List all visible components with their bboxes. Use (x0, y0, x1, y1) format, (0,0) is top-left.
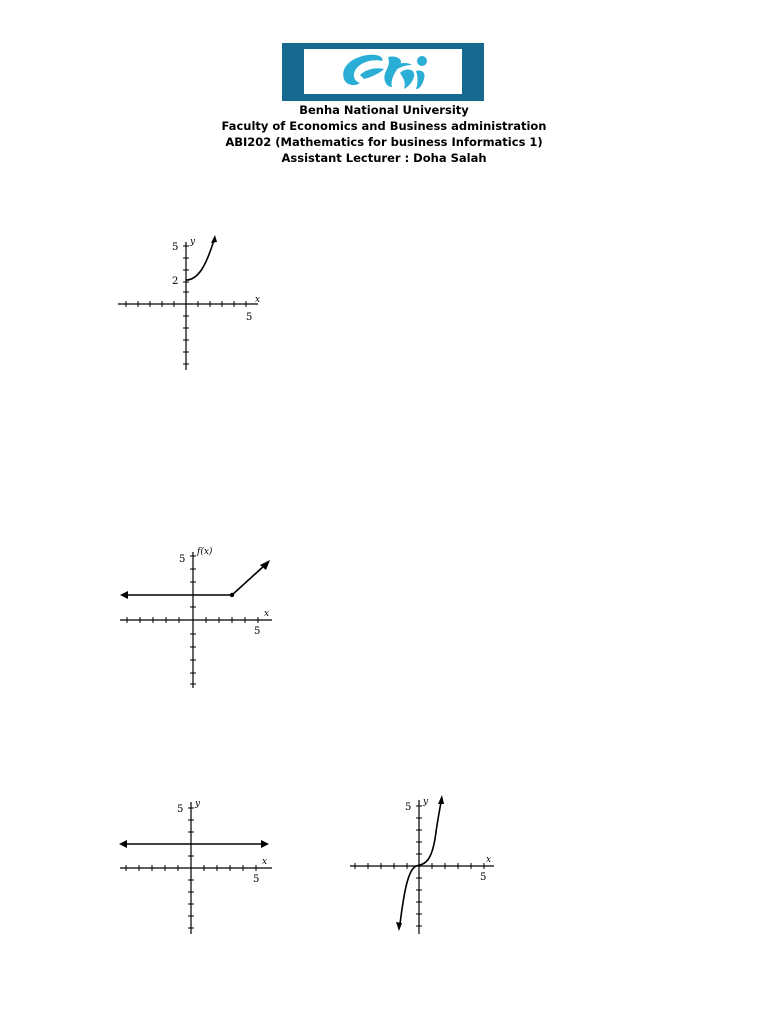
graph-3-right-arrowhead (261, 840, 269, 848)
graph-1-x-axis-label: x (255, 295, 261, 305)
graph-1 (112, 232, 272, 372)
logo-icon (304, 49, 462, 94)
graph-1-y-tick-5: 5 (172, 242, 179, 253)
graph-1-plot (112, 232, 272, 372)
graph-4-y-axis-label: y (423, 797, 429, 807)
graph-4-x-axis-label: x (486, 855, 492, 865)
graph-2-x-tick-5: 5 (254, 626, 261, 637)
university-logo (282, 43, 484, 101)
graph-1-arrowhead (211, 235, 217, 243)
graph-4-plot (346, 792, 506, 942)
graph-3-x-tick-5: 5 (253, 874, 260, 885)
graph-2-y-tick-5: 5 (179, 554, 186, 565)
faculty-name: Faculty of Economics and Business administration (221, 119, 547, 133)
graph-4-curve (400, 802, 441, 924)
graph-2 (112, 540, 282, 690)
graph-4 (346, 792, 506, 942)
logo-mark-area (304, 49, 462, 94)
graph-2-left-arrowhead (120, 591, 128, 599)
graph-3-left-arrowhead (119, 840, 127, 848)
graph-1-x-tick-5: 5 (246, 312, 253, 323)
graph-1-y-tick-2: 2 (172, 276, 179, 287)
graph-3-plot (112, 792, 282, 942)
graph-2-y-axis-label: f(x) (197, 547, 213, 557)
graph-1-y-axis-label: y (190, 237, 196, 247)
graph-4-bottom-arrowhead (396, 922, 402, 931)
graph-4-top-arrowhead (438, 795, 444, 804)
graph-4-y-tick-5: 5 (405, 802, 412, 813)
graph-3-y-axis-label: y (195, 799, 201, 809)
graph-2-plot (112, 540, 282, 690)
graph-3-x-axis-label: x (262, 857, 268, 867)
document-header (0, 102, 768, 166)
graph-3-y-tick-5: 5 (177, 804, 184, 815)
course-title: ABI202 (Mathematics for business Informatics 1) (225, 135, 543, 149)
graph-2-x-axis-label: x (264, 609, 270, 619)
graph-4-x-tick-5: 5 (480, 872, 487, 883)
university-name: Benha National University (299, 103, 469, 117)
graph-3 (112, 792, 282, 942)
graph-2-increasing-segment (232, 565, 265, 595)
lecturer-name: Assistant Lecturer : Doha Salah (281, 151, 487, 165)
